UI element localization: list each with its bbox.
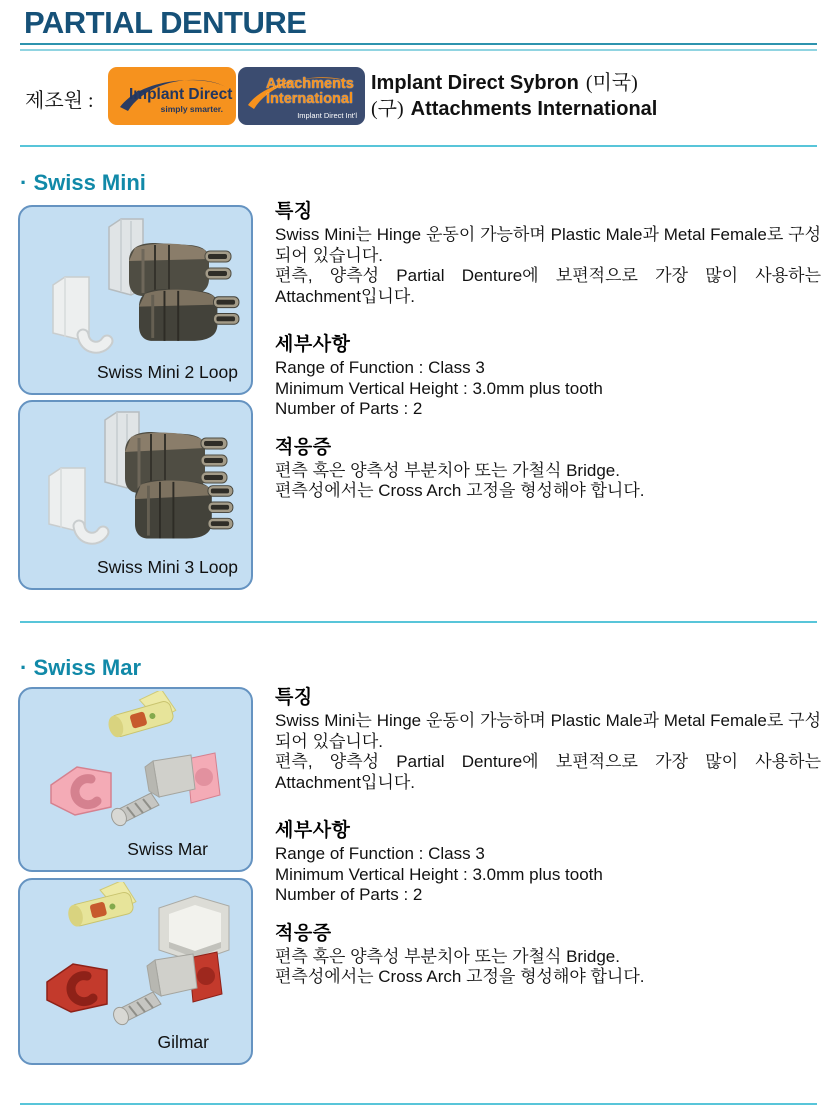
details-line: Number of Parts : 2 (275, 885, 423, 904)
indications-line: 편측성에서는 Cross Arch 고정을 형성해야 합니다. (275, 967, 645, 986)
details-line: Range of Function : Class 3 (275, 844, 485, 863)
attachments-logo-line2: International (266, 91, 354, 107)
indications-heading: 적응증 (275, 436, 332, 458)
manufacturer-name-line2 (371, 96, 657, 122)
product-image-box (18, 205, 253, 395)
features-paragraph: 편측, 양측성 Partial Denture에 보편적으로 가장 많이 사용하는 Attachment입니다. (275, 752, 821, 792)
indications-line: 편측 혹은 양측성 부분치아 또는 가철식 Bridge. (275, 460, 620, 480)
indications-line: 편측성에서는 Cross Arch 고정을 형성해야 합니다. (275, 481, 645, 500)
section-text-swiss-mini (275, 201, 821, 502)
product-image-box (18, 878, 253, 1065)
section-text-swiss-mar (275, 687, 821, 988)
swiss-mini-2-loop-illustration (21, 209, 252, 354)
features-heading: 특징 (275, 687, 313, 708)
swiss-mar-illustration (21, 691, 252, 836)
features-paragraph: Swiss Mini는 Hinge 운동이 가능하며 Plastic Male과 Metal Female로 구성되어 있습니다. (275, 711, 821, 751)
product-image-label: Swiss Mini 2 Loop (96, 362, 238, 382)
features-paragraph: Swiss Mini는 Hinge 운동이 가능하며 Plastic Male과 Metal Female로 구성되어 있습니다. (275, 225, 821, 265)
attachments-international-logo (238, 67, 365, 125)
indications-line: 편측 혹은 양측성 부분치아 또는 가철식 Bridge. (275, 946, 620, 966)
product-image-label: Gilmar (157, 1032, 209, 1052)
section-heading-swiss-mar: · Swiss Mar (20, 655, 142, 680)
manufacturer-name-line1 (371, 70, 657, 96)
implant-direct-logo-tagline: simply smarter. (160, 104, 223, 114)
manufacturer-former-name: Attachments International (410, 98, 658, 120)
product-image-box (18, 400, 253, 590)
product-image-label: Swiss Mar (127, 839, 208, 859)
section-divider (20, 621, 817, 623)
page-title: PARTIAL DENTURE (24, 5, 307, 40)
gilmar-illustration (21, 882, 252, 1027)
swiss-mini-3-loop-illustration (21, 404, 252, 549)
manufacturer-former-prefix: (구) (371, 98, 404, 120)
details-line: Minimum Vertical Height : 3.0mm plus tooth (275, 864, 603, 884)
manufacturer-label: 제조원 : (25, 90, 94, 112)
details-heading: 세부사항 (275, 334, 351, 355)
features-paragraph: 편측, 양측성 Partial Denture에 보편적으로 가장 많이 사용하는 Attachment입니다. (275, 266, 821, 306)
attachments-logo-subtext: Implant Direct Int'l (297, 111, 357, 120)
attachments-logo-line1: Attachments (266, 76, 354, 92)
manufacturer-country: (미국) (585, 72, 638, 94)
product-image-box (18, 687, 253, 872)
title-double-rule (20, 43, 817, 51)
details-line: Number of Parts : 2 (275, 399, 423, 418)
details-line: Minimum Vertical Height : 3.0mm plus tooth (275, 378, 603, 398)
manufacturer-name-bold: Implant Direct Sybron (371, 72, 579, 94)
indications-heading: 적응증 (275, 922, 332, 944)
implant-direct-logo-text: Implant Direct (129, 86, 233, 103)
features-heading: 특징 (275, 201, 313, 222)
details-line: Range of Function : Class 3 (275, 358, 485, 377)
bottom-divider (20, 1103, 817, 1105)
details-heading: 세부사항 (275, 820, 351, 841)
implant-direct-logo (108, 67, 236, 125)
manufacturer-name (371, 70, 657, 122)
section-heading-swiss-mini: · Swiss Mini (20, 170, 146, 195)
section-divider (20, 145, 817, 147)
product-image-label: Swiss Mini 3 Loop (96, 557, 238, 577)
